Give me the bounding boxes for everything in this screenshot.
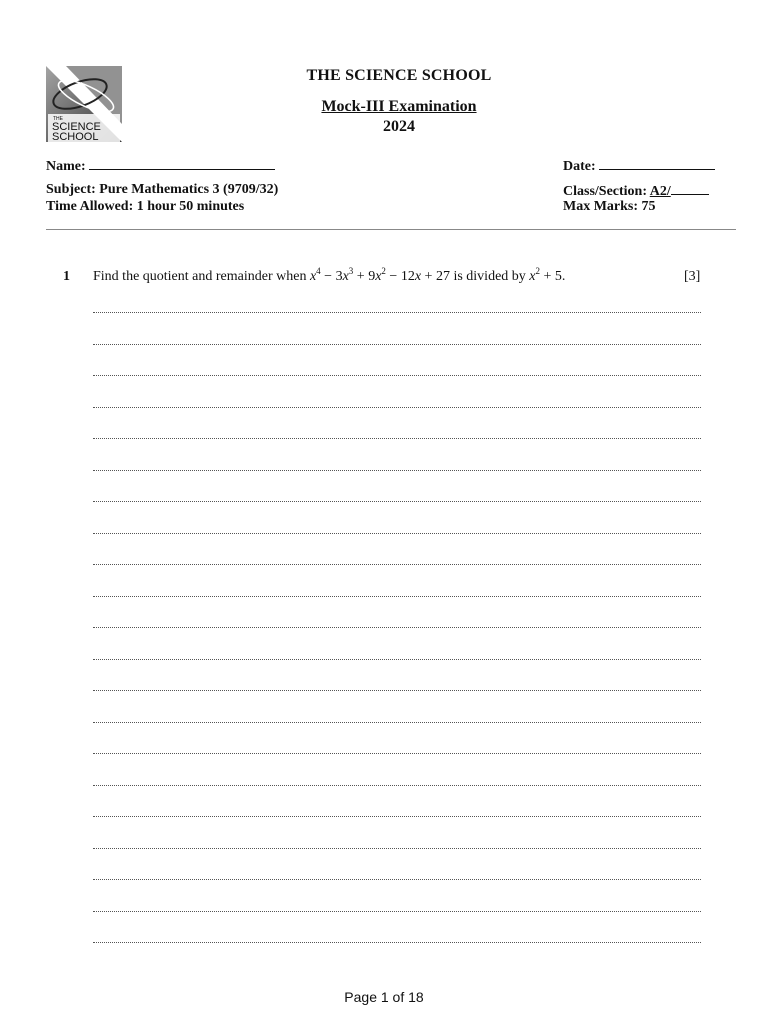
answer-line[interactable] <box>93 564 701 565</box>
question-text <box>93 266 566 285</box>
answer-line[interactable] <box>93 879 701 880</box>
name-field <box>46 157 275 175</box>
answer-line[interactable] <box>93 911 701 912</box>
exam-title-text: Mock-III Examination <box>321 98 477 115</box>
answer-line[interactable] <box>93 659 701 660</box>
answer-line[interactable] <box>93 344 701 345</box>
answer-line[interactable] <box>93 375 701 376</box>
class-section-value: A2/ <box>649 184 671 199</box>
max-marks-field <box>563 199 656 215</box>
question-text-mid: is divided by <box>453 269 526 284</box>
question-expression-1: $x^4 - 3x^3 + 9x^2 - 12x + 27$ <box>309 266 450 284</box>
answer-line[interactable] <box>93 470 701 471</box>
exam-title <box>0 98 768 116</box>
max-marks-label: Max Marks: <box>563 199 639 214</box>
question-number: 1 <box>63 269 70 284</box>
answer-line[interactable] <box>93 533 701 534</box>
class-section-label: Class/Section: <box>563 184 647 199</box>
page-number: Page 1 of 18 <box>344 989 424 1005</box>
answer-line[interactable] <box>93 722 701 723</box>
logo-text-science: SCIENCE <box>52 121 101 133</box>
answer-line[interactable] <box>93 501 701 502</box>
answer-line[interactable] <box>93 407 701 408</box>
header-divider <box>46 229 736 230</box>
date-blank[interactable] <box>599 157 715 170</box>
time-allowed-text: Time Allowed: 1 hour 50 minutes <box>46 199 245 214</box>
answer-line[interactable] <box>93 785 701 786</box>
max-marks-value: 75 <box>641 199 656 214</box>
question-expression-2: $x^2 + 5$. <box>529 266 566 284</box>
exam-year: 2024 <box>383 118 415 135</box>
class-section-blank[interactable] <box>671 182 709 195</box>
logo-text-school: SCHOOL <box>52 131 99 142</box>
question-text-before: Find the quotient and remainder when <box>93 269 307 284</box>
answer-line[interactable] <box>93 627 701 628</box>
answer-line[interactable] <box>93 942 701 943</box>
answer-line[interactable] <box>93 596 701 597</box>
answer-line[interactable] <box>93 753 701 754</box>
date-field <box>563 157 715 175</box>
answer-line[interactable] <box>93 816 701 817</box>
answer-line[interactable] <box>93 848 701 849</box>
logo-text-the: THE <box>53 116 63 122</box>
name-blank[interactable] <box>89 157 275 170</box>
class-section-field <box>563 182 709 200</box>
name-label: Name: <box>46 159 86 174</box>
school-name: THE SCIENCE SCHOOL <box>306 67 492 84</box>
answer-line[interactable] <box>93 690 701 691</box>
answer-line[interactable] <box>93 312 701 313</box>
subject-text: Subject: Pure Mathematics 3 (9709/32) <box>46 182 279 197</box>
answer-line[interactable] <box>93 438 701 439</box>
date-label: Date: <box>563 159 596 174</box>
question-marks: [3] <box>684 269 701 284</box>
